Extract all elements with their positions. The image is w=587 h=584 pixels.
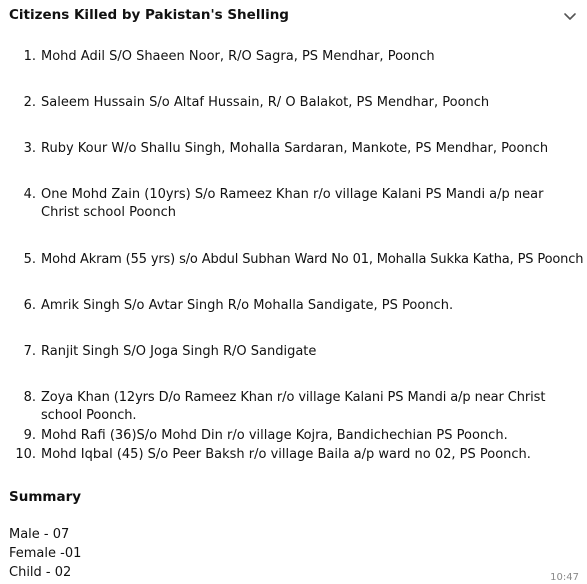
list-item-text: Mohd Akram (55 yrs) s/o Abdul Subhan Ward No 01, Mohalla Sukka Katha, PS Poonch <box>41 252 584 267</box>
list-item-number: 9. <box>23 428 36 443</box>
message-header <box>0 0 587 34</box>
summary-line-child: Child - 02 <box>9 565 72 580</box>
list-item-text: Ruby Kour W/o Shallu Singh, Mohalla Sardaran, Mankote, PS Mendhar, Poonch <box>41 141 549 156</box>
list-item-number: 1. <box>23 49 36 64</box>
list-item-number: 7. <box>23 344 36 359</box>
list-item-number: 3. <box>23 141 36 156</box>
list-item-text: Saleem Hussain S/o Altaf Hussain, R/ O Balakot, PS Mendhar, Poonch <box>41 95 490 110</box>
chevron-down-icon[interactable] <box>562 9 578 25</box>
list-item-number: 6. <box>23 298 36 313</box>
list-item-text: One Mohd Zain (10yrs) S/o Rameez Khan r/o village Kalani PS Mandi a/p near Christ school Poonch <box>41 187 544 220</box>
list-item-text: Ranjit Singh S/O Joga Singh R/O Sandigate <box>41 344 317 359</box>
summary-line-female: Female -01 <box>9 546 82 561</box>
list-item-text: Mohd Adil S/O Shaeen Noor, R/O Sagra, PS Mendhar, Poonch <box>41 49 435 64</box>
message-title: Citizens Killed by Pakistan's Shelling <box>9 7 289 23</box>
list-item-text: Zoya Khan (12yrs D/o Rameez Khan r/o village Kalani PS Mandi a/p near Christ school Poonch. <box>41 390 546 423</box>
list-item-text: Mohd Rafi (36)S/o Mohd Din r/o village Kojra, Bandichechian PS Poonch. <box>41 428 508 443</box>
list-item-text: Mohd Iqbal (45) S/o Peer Baksh r/o village Baila a/p ward no 02, PS Poonch. <box>41 447 531 462</box>
summary-line-male: Male - 07 <box>9 527 70 542</box>
list-item-number: 4. <box>23 187 36 202</box>
message-timestamp: 10:47 <box>550 572 579 583</box>
list-item-number: 5. <box>23 252 36 267</box>
summary-title: Summary <box>9 489 82 505</box>
list-item-number: 8. <box>23 390 36 405</box>
list-item-number: 2. <box>23 95 36 110</box>
list-item-number: 10. <box>15 447 36 462</box>
list-item-text: Amrik Singh S/o Avtar Singh R/o Mohalla Sandigate, PS Poonch. <box>41 298 454 313</box>
